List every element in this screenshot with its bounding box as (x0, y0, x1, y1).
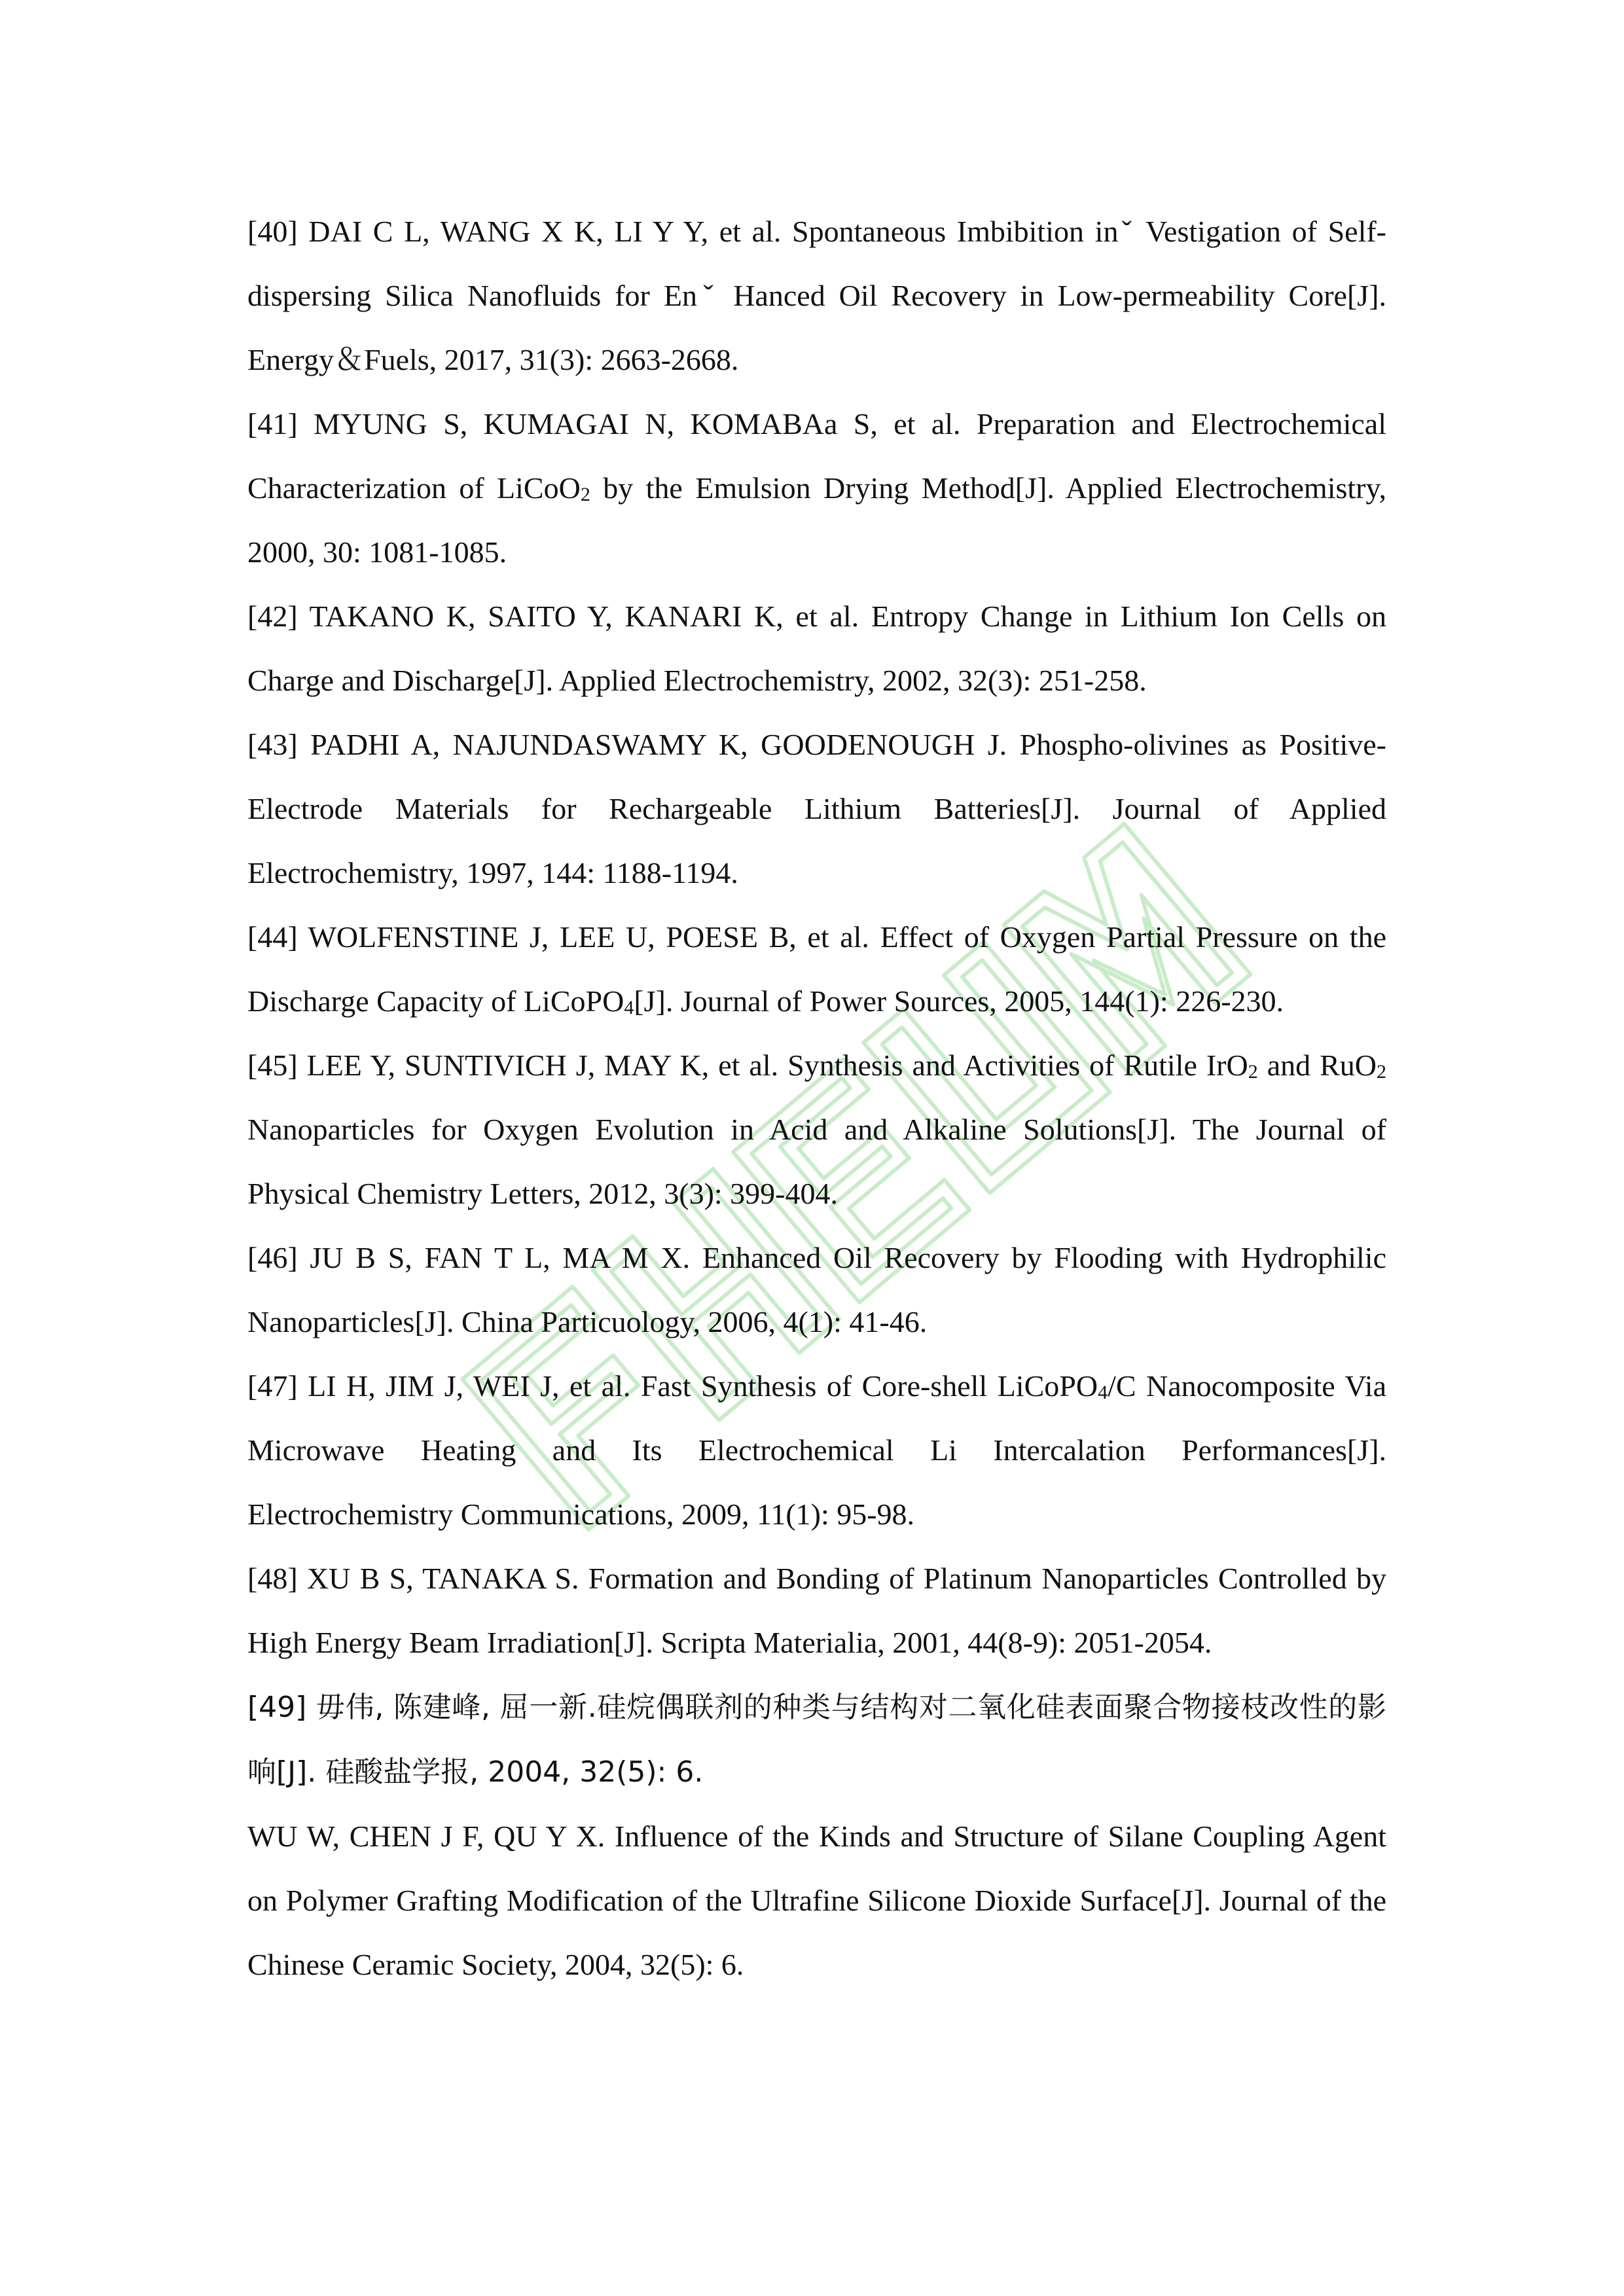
reference-40-text: [40] DAI C L, WANG X K, LI Y Y, et al. Spontaneous Imbibition inˇ Vestigation of Self-dispersing Silica Nanofluids for Enˇ Hanced Oil Recovery in Low-permeability Core[J]. Energy＆Fuels, 2017, 31(3): 2663-2668. (247, 215, 1386, 376)
reference-48-text: [48] XU B S, TANAKA S. Formation and Bonding of Platinum Nanoparticles Controlled by High Energy Beam Irradiation[J]. Scripta Materialia, 2001, 44(8-9): 2051-2054. (247, 1562, 1386, 1659)
reference-list (247, 200, 1386, 1997)
reference-42 (247, 584, 1386, 713)
reference-49 (247, 1675, 1386, 1804)
reference-40 (247, 200, 1386, 392)
reference-41-text-end: by the Emulsion Drying Method[J]. Applied Electrochemistry, 2000, 30: 1081-1085. (247, 471, 1386, 569)
reference-45-text-end: Nanoparticles for Oxygen Evolution in Acid and Alkaline Solutions[J]. The Journal of Physical Chemistry Letters, 2012, 3(3): 399-404. (247, 1113, 1386, 1210)
reference-45-text-mid: and RuO (1257, 1049, 1377, 1082)
reference-43 (247, 713, 1386, 905)
reference-41 (247, 392, 1386, 584)
reference-44-text-start: [44] WOLFENSTINE J, LEE U, POESE B, et al. Effect of Oxygen Partial Pressure on the Discharge Capacity of LiCoPO (247, 920, 1386, 1018)
reference-45-text-start: [45] LEE Y, SUNTIVICH J, MAY K, et al. Synthesis and Activities of Rutile IrO (247, 1049, 1248, 1082)
reference-45 (247, 1033, 1386, 1226)
reference-43-text: [43] PADHI A, NAJUNDASWAMY K, GOODENOUGH J. Phospho-olivines as Positive-Electrode Materials for Rechargeable Lithium Batteries[J]. Journal of Applied Electrochemistry, 1997, 144: 1188-1194. (247, 728, 1386, 889)
reference-44-text-end: [J]. Journal of Power Sources, 2005, 144(1): 226-230. (634, 984, 1284, 1018)
reference-49-english (247, 1804, 1386, 1997)
reference-49-text: [49] 毋伟, 陈建峰, 屈一新.硅烷偶联剂的种类与结构对二氧化硅表面聚合物接枝改性的影响[J]. 硅酸盐学报, 2004, 32(5): 6. (247, 1691, 1386, 1789)
reference-41-text-start: [41] MYUNG S, KUMAGAI N, KOMABAa S, et al. Preparation and Electrochemical Characterization of LiCoO (247, 407, 1386, 505)
reference-47-text-end: /C Nanocomposite Via Microwave Heating and Its Electrochemical Li Intercalation Performances[J]. Electrochemistry Communications, 2009, 11(1): 95-98. (247, 1369, 1387, 1531)
reference-44 (247, 905, 1386, 1033)
reference-46 (247, 1226, 1386, 1354)
reference-45-subscript-2: 2 (1377, 1060, 1386, 1083)
reference-45-subscript-1: 2 (1248, 1060, 1258, 1083)
reference-41-subscript: 2 (580, 483, 590, 505)
reference-44-subscript: 4 (624, 996, 634, 1018)
reference-42-text: [42] TAKANO K, SAITO Y, KANARI K, et al. Entropy Change in Lithium Ion Cells on Charge and Discharge[J]. Applied Electrochemistry, 2002, 32(3): 251-258. (247, 600, 1386, 697)
reference-47-text-start: [47] LI H, JIM J, WEI J, et al. Fast Synthesis of Core-shell LiCoPO (247, 1369, 1098, 1403)
reference-46-text: [46] JU B S, FAN T L, MA M X. Enhanced Oil Recovery by Flooding with Hydrophilic Nanoparticles[J]. China Particuology, 2006, 4(1): 41-46. (247, 1241, 1386, 1338)
reference-47-subscript: 4 (1098, 1381, 1108, 1403)
reference-48 (247, 1547, 1386, 1675)
reference-47 (247, 1354, 1386, 1547)
reference-49-english-text: WU W, CHEN J F, QU Y X. Influence of the Kinds and Structure of Silane Coupling Agent on Polymer Grafting Modification of the Ultrafine Silicone Dioxide Surface[J]. Journal of the Chinese Ceramic Society, 2004, 32(5): 6. (247, 1820, 1386, 1981)
